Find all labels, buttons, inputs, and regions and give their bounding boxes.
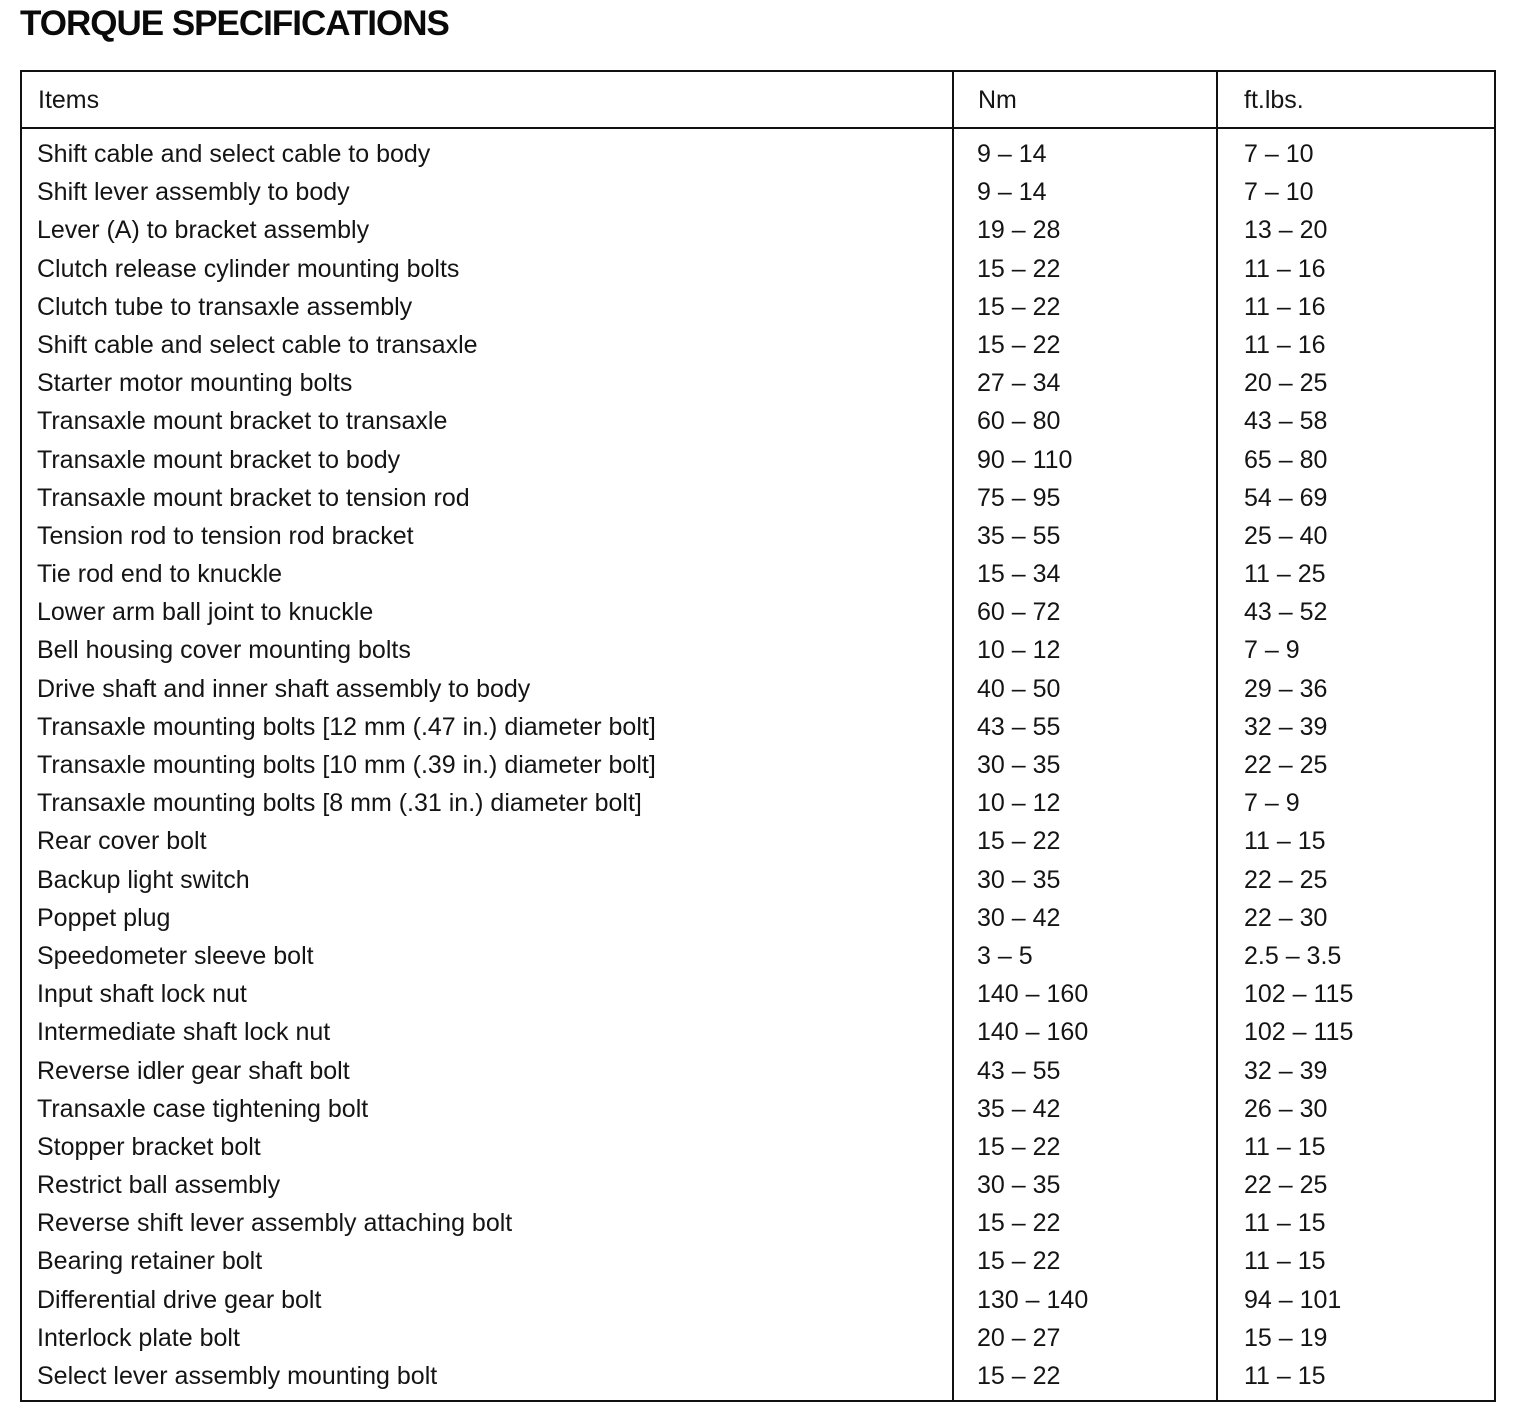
nm-cell: 15 – 22	[977, 1362, 1061, 1390]
nm-cell: 75 – 95	[977, 483, 1061, 512]
ft-lbs-cell: 102 – 115	[1244, 1018, 1354, 1047]
header-nm: Nm	[978, 86, 1017, 114]
ft-lbs-cell: 43 – 52	[1244, 598, 1328, 627]
torque-table	[20, 70, 1496, 1402]
table-row	[22, 976, 1494, 1014]
nm-cell: 15 – 22	[977, 1209, 1061, 1238]
item-cell: Intermediate shaft lock nut	[37, 1018, 331, 1047]
nm-cell: 140 – 160	[977, 1018, 1089, 1047]
ft-lbs-cell: 22 – 30	[1244, 903, 1328, 932]
nm-cell: 10 – 12	[977, 789, 1061, 818]
ft-lbs-cell: 7 – 10	[1244, 140, 1314, 168]
table-row	[22, 900, 1494, 938]
item-cell: Poppet plug	[37, 903, 171, 932]
table-row	[22, 174, 1494, 212]
nm-cell: 19 – 28	[977, 216, 1061, 245]
nm-cell: 15 – 22	[977, 827, 1061, 856]
table-row	[22, 556, 1494, 594]
table-row	[22, 403, 1494, 441]
table-row	[22, 327, 1494, 365]
nm-cell: 130 – 140	[977, 1285, 1089, 1314]
table-row	[22, 289, 1494, 327]
page-title: TORQUE SPECIFICATIONS	[20, 4, 449, 43]
ft-lbs-cell: 32 – 39	[1244, 1056, 1328, 1085]
table-row	[22, 365, 1494, 403]
nm-cell: 9 – 14	[977, 178, 1047, 207]
ft-lbs-cell: 25 – 40	[1244, 521, 1328, 550]
table-row	[22, 480, 1494, 518]
table-row	[22, 862, 1494, 900]
table-row	[22, 518, 1494, 556]
nm-cell: 20 – 27	[977, 1323, 1061, 1352]
nm-cell: 30 – 35	[977, 751, 1061, 779]
item-cell: Tie rod end to knuckle	[37, 560, 283, 589]
nm-cell: 30 – 42	[977, 903, 1061, 932]
item-cell: Bearing retainer bolt	[37, 1247, 263, 1276]
item-cell: Transaxle mounting bolts [12 mm (.47 in.) diameter bolt]	[37, 712, 656, 741]
ft-lbs-cell: 54 – 69	[1244, 483, 1328, 512]
item-cell: Reverse shift lever assembly attaching bolt	[37, 1209, 513, 1238]
ft-lbs-cell: 15 – 19	[1244, 1323, 1328, 1352]
table-row	[22, 1014, 1494, 1052]
ft-lbs-cell: 65 – 80	[1244, 445, 1328, 474]
table-row	[22, 212, 1494, 250]
table-row	[22, 136, 1494, 174]
item-cell: Shift cable and select cable to body	[37, 140, 431, 168]
ft-lbs-cell: 22 – 25	[1244, 751, 1328, 779]
ft-lbs-cell: 11 – 15	[1244, 1247, 1326, 1276]
item-cell: Rear cover bolt	[37, 827, 207, 856]
ft-lbs-cell: 2.5 – 3.5	[1244, 941, 1342, 970]
header-divider	[22, 127, 1494, 129]
header-ft-lbs: ft.lbs.	[1244, 86, 1304, 114]
item-cell: Input shaft lock nut	[37, 980, 247, 1009]
item-cell: Tension rod to tension rod bracket	[37, 521, 414, 550]
item-cell: Select lever assembly mounting bolt	[37, 1362, 438, 1390]
table-row	[22, 709, 1494, 747]
ft-lbs-cell: 22 – 25	[1244, 1171, 1328, 1200]
ft-lbs-cell: 7 – 9	[1244, 636, 1300, 665]
nm-cell: 15 – 22	[977, 292, 1061, 321]
ft-lbs-cell: 11 – 15	[1244, 1209, 1326, 1238]
nm-cell: 90 – 110	[977, 445, 1073, 474]
item-cell: Lever (A) to bracket assembly	[37, 216, 370, 245]
nm-cell: 30 – 35	[977, 865, 1061, 894]
nm-cell: 40 – 50	[977, 674, 1061, 703]
nm-cell: 30 – 35	[977, 1171, 1061, 1200]
ft-lbs-cell: 22 – 25	[1244, 865, 1328, 894]
item-cell: Transaxle mount bracket to transaxle	[37, 407, 448, 436]
nm-cell: 43 – 55	[977, 1056, 1061, 1085]
nm-cell: 27 – 34	[977, 369, 1061, 398]
item-cell: Interlock plate bolt	[37, 1323, 240, 1352]
nm-cell: 60 – 72	[977, 598, 1061, 627]
ft-lbs-cell: 13 – 20	[1244, 216, 1328, 245]
table-row	[22, 1091, 1494, 1129]
item-cell: Clutch release cylinder mounting bolts	[37, 254, 460, 283]
nm-cell: 35 – 42	[977, 1094, 1061, 1123]
table-row	[22, 1205, 1494, 1243]
nm-cell: 10 – 12	[977, 636, 1061, 665]
ft-lbs-cell: 11 – 15	[1244, 1362, 1326, 1390]
ft-lbs-cell: 11 – 16	[1244, 254, 1326, 283]
item-cell: Starter motor mounting bolts	[37, 369, 353, 398]
nm-cell: 60 – 80	[977, 407, 1061, 436]
table-row	[22, 251, 1494, 289]
nm-cell: 43 – 55	[977, 712, 1061, 741]
item-cell: Drive shaft and inner shaft assembly to body	[37, 674, 531, 703]
header-items: Items	[38, 86, 100, 114]
nm-cell: 35 – 55	[977, 521, 1061, 550]
table-row	[22, 785, 1494, 823]
ft-lbs-cell: 11 – 16	[1244, 292, 1326, 321]
ft-lbs-cell: 102 – 115	[1244, 980, 1354, 1009]
table-row	[22, 1053, 1494, 1091]
item-cell: Reverse idler gear shaft bolt	[37, 1056, 350, 1085]
nm-cell: 15 – 22	[977, 1132, 1061, 1161]
item-cell: Backup light switch	[37, 865, 250, 894]
table-row	[22, 1320, 1494, 1358]
ft-lbs-cell: 43 – 58	[1244, 407, 1328, 436]
table-row	[22, 747, 1494, 785]
item-cell: Restrict ball assembly	[37, 1171, 281, 1200]
table-body	[22, 136, 1494, 1396]
table-row	[22, 823, 1494, 861]
item-cell: Bell housing cover mounting bolts	[37, 636, 411, 665]
item-cell: Transaxle mounting bolts [10 mm (.39 in.) diameter bolt]	[37, 751, 656, 779]
nm-cell: 140 – 160	[977, 980, 1089, 1009]
table-row	[22, 671, 1494, 709]
ft-lbs-cell: 32 – 39	[1244, 712, 1328, 741]
nm-cell: 15 – 22	[977, 330, 1061, 359]
item-cell: Transaxle mount bracket to body	[37, 445, 401, 474]
table-row	[22, 442, 1494, 480]
nm-cell: 3 – 5	[977, 941, 1033, 970]
table-row	[22, 1358, 1494, 1396]
ft-lbs-cell: 94 – 101	[1244, 1285, 1342, 1314]
item-cell: Speedometer sleeve bolt	[37, 941, 314, 970]
ft-lbs-cell: 7 – 9	[1244, 789, 1300, 818]
nm-cell: 15 – 34	[977, 560, 1061, 589]
ft-lbs-cell: 11 – 25	[1244, 560, 1326, 589]
table-row	[22, 1282, 1494, 1320]
item-cell: Transaxle mount bracket to tension rod	[37, 483, 470, 512]
item-cell: Differential drive gear bolt	[37, 1285, 322, 1314]
table-row	[22, 1167, 1494, 1205]
item-cell: Lower arm ball joint to knuckle	[37, 598, 374, 627]
item-cell: Transaxle mounting bolts [8 mm (.31 in.) diameter bolt]	[37, 789, 642, 818]
item-cell: Shift cable and select cable to transaxle	[37, 330, 478, 359]
table-row	[22, 594, 1494, 632]
item-cell: Stopper bracket bolt	[37, 1132, 261, 1161]
table-row	[22, 632, 1494, 670]
item-cell: Clutch tube to transaxle assembly	[37, 292, 413, 321]
item-cell: Shift lever assembly to body	[37, 178, 350, 207]
nm-cell: 15 – 22	[977, 254, 1061, 283]
nm-cell: 15 – 22	[977, 1247, 1061, 1276]
nm-cell: 9 – 14	[977, 140, 1047, 168]
ft-lbs-cell: 26 – 30	[1244, 1094, 1328, 1123]
ft-lbs-cell: 20 – 25	[1244, 369, 1328, 398]
table-row	[22, 1129, 1494, 1167]
ft-lbs-cell: 29 – 36	[1244, 674, 1328, 703]
ft-lbs-cell: 11 – 16	[1244, 330, 1326, 359]
ft-lbs-cell: 7 – 10	[1244, 178, 1314, 207]
ft-lbs-cell: 11 – 15	[1244, 827, 1326, 856]
table-row	[22, 938, 1494, 976]
item-cell: Transaxle case tightening bolt	[37, 1094, 369, 1123]
ft-lbs-cell: 11 – 15	[1244, 1132, 1326, 1161]
table-row	[22, 1243, 1494, 1281]
